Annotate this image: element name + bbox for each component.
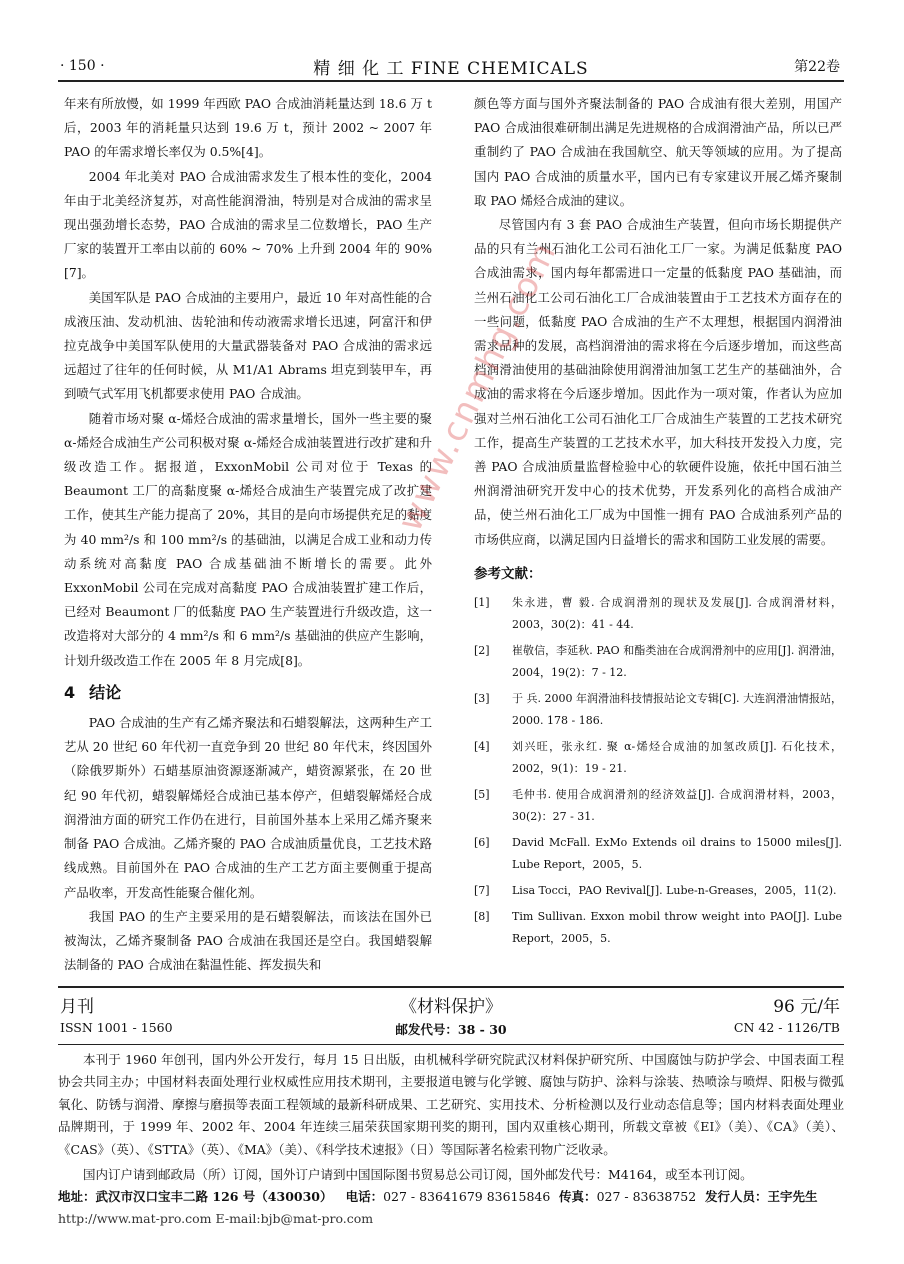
phone-label: 电话： — [345, 1189, 384, 1205]
reference-number: [8] — [474, 910, 490, 924]
reference-item — [474, 784, 842, 828]
paragraph: 我国 PAO 的生产主要采用的是石蜡裂解法，而该法在国外已被淘汰，乙烯齐聚制备 PAO 合成油在我国还是空白。我国蜡裂解法制备的 PAO 合成油在黏温性能、挥发损失和 — [64, 908, 432, 973]
left-column — [64, 92, 432, 977]
reference-item — [474, 736, 842, 780]
paragraph: 随着市场对聚 α-烯烃合成油的需求量增长，国外一些主要的聚 α-烯烃合成油生产公司积极对聚 α-烯烃合成油装置进行改扩建和升级改造工作。据报道，ExxonMobil 公司对位于 Texas 的 Beaumont 工厂的高黏度聚 α-烯烃合成油生产装置完成了改扩建工作，使其生产能力提高了 20%，其目的是向市场提供充足的黏度为 40 mm²/s 和 100 mm²/s 的基础油，以满足合成工业和动力传动系统对高黏度 PAO 合成基础油不断增长的需要。此外 ExxonMobil 公司在完成对高黏度 PAO 合成油装置扩建工作后，已经对 Beaumont 厂的低黏度 PAO 生产装置进行升级改造，这一改造将对大部分的 4 mm²/s 和 6 mm²/s 基础油的供应产生影响，计划升级改造工作在 2005 年 8 月完成[8]。 — [64, 410, 432, 668]
fax-value: 027 - 83638752 — [596, 1189, 697, 1205]
paragraph: PAO 合成油的生产有乙烯齐聚法和石蜡裂解法，这两种生产工艺从 20 世纪 60 年代初一直竞争到 20 世纪 80 年代末，终因国外（除俄罗斯外）石蜡基原油资源逐渐减产，蜡资源紧张，在 20 世纪 90 年代初，蜡裂解烯烃合成油已基本停产，但蜡裂解烯烃合成润滑油方面的研究工作仍在进行，目前国外基本上采用乙烯齐聚来制备 PAO 合成油。乙烯齐聚的 PAO 合成油质量优良，工艺技术路线成熟。目前国外在 PAO 合成油的生产工艺方面主要侧重于提高产品收率，开发高性能聚合催化剂。 — [64, 715, 432, 900]
section-heading — [64, 681, 432, 705]
right-column — [474, 92, 842, 954]
address-value: 武汉市汉口宝丰二路 126 号（430030） — [95, 1189, 333, 1205]
reference-text: 刘兴旺，张永红. 聚 α-烯烃合成油的加氢改质[J]. 石化技术，2002，9(1)：19 - 21. — [512, 740, 842, 776]
ad-postal-code: 邮发代号：38 - 30 — [395, 1022, 507, 1037]
ad-issn: ISSN 1001 - 1560 — [60, 1020, 173, 1035]
reference-number: [1] — [474, 596, 490, 610]
paragraph: 美国军队是 PAO 合成油的主要用户，最近 10 年对高性能的合成液压油、发动机油、齿轮油和传动液需求增长迅速，阿富汗和伊拉克战争中美国军队使用的大量武器装备对 PAO 合成油的需求远远超过了往年的任何时候，从 M1/A1 Abrams 坦克到装甲车，再到喷气式军用飞机都要求使用 PAO 合成油。 — [64, 289, 432, 402]
reference-number: [4] — [474, 740, 490, 754]
journal-title: 精 细 化 工 FINE CHEMICALS — [313, 59, 589, 79]
ad-frequency: 月刊 — [60, 997, 94, 1017]
address-label: 地址： — [58, 1189, 96, 1205]
reference-item — [474, 880, 842, 902]
reference-number: [3] — [474, 692, 490, 706]
reference-text: Lisa Tocci，PAO Revival[J]. Lube-n-Greases，2005，11(2). — [512, 884, 837, 898]
reference-number: [2] — [474, 644, 490, 658]
ad-web[interactable]: http://www.mat-pro.com E-mail:bjb@mat-pro.com — [58, 1211, 374, 1227]
journal-advertisement — [58, 986, 844, 1264]
ad-journal-name: 《材料保护》 — [400, 997, 502, 1017]
ad-order-info: 国内订户请到邮政局（所）订阅，国外订户请到中国国际图书贸易总公司订阅，国外邮发代号：M4164，或至本刊订阅。 — [83, 1167, 753, 1183]
page-number: · 150 · — [60, 58, 105, 74]
reference-item — [474, 640, 842, 684]
reference-item — [474, 906, 842, 950]
reference-text: 崔敬信，李延秋. PAO 和酯类油在合成润滑剂中的应用[J]. 润滑油，2004，19(2)：7 - 12. — [512, 644, 842, 680]
reference-item — [474, 592, 842, 636]
paragraph: 年来有所放慢，如 1999 年西欧 PAO 合成油消耗量达到 18.6 万 t 后，2003 年的消耗量只达到 19.6 万 t，预计 2002 ~ 2007 年 PAO 的年需求增长率仅为 0.5%[4]。 — [64, 96, 432, 160]
reference-item — [474, 688, 842, 732]
paragraph: 尽管国内有 3 套 PAO 合成油生产装置，但向市场长期提供产品的只有兰州石油化工公司石油化工厂一家。为满足低黏度 PAO 合成油需求，国内每年都需进口一定量的低黏度 PAO 基础油，而兰州石油化工公司石油化工厂合成油装置由于工艺技术方面存在的一些问题，低黏度 PAO 合成油的生产不太理想，根据国内润滑油需求品种的发展，高档润滑油的需求将在今后逐步增加，而这些高档润滑油使用的基础油除使用润滑油加氢工艺生产的基础油外，合成油的需求将在今后逐步增加。因此作为一项对策，作者认为应加强对兰州石油化工公司石油化工厂合成油生产装置的工艺技术研究工作，提高生产装置的工艺技术水平，加大科技开发投入力度，完善 PAO 合成油质量监督检验中心的软硬件设施，依托中国石油兰州润滑油研究开发中心的技术优势，开发系列化的高档合成油产品，使兰州石油化工厂成为中国惟一拥有 PAO 合成油系列产品的市场供应商，以满足国内日益增长的需求和国防工业发展的需要。 — [474, 217, 842, 547]
reference-number: [6] — [474, 836, 490, 850]
reference-item — [474, 832, 842, 876]
reference-text: 于 兵. 2000 年润滑油科技情报站论文专辑[C]. 大连润滑油情报站，2000. 178 - 186. — [512, 692, 842, 728]
phone-value: 027 - 83641679 83615846 — [383, 1189, 551, 1205]
reference-text: 毛仲书. 使用合成润滑剂的经济效益[J]. 合成润滑材料，2003，30(2)：27 - 31. — [512, 788, 842, 824]
fax-label: 传真： — [559, 1189, 597, 1205]
section-title: 结论 — [89, 682, 122, 702]
paragraph: 颜色等方面与国外齐聚法制备的 PAO 合成油有很大差别，用国产 PAO 合成油很难研制出满足先进规格的合成润滑油产品，所以已严重制约了 PAO 合成油在我国航空、航天等领域的应用。为了提高国内 PAO 合成油的质量水平，国内已有专家建议开展乙烯齐聚制取 PAO 烯烃合成油的建议。 — [474, 96, 842, 208]
publisher-value: 王宇先生 — [767, 1189, 818, 1205]
section-number: 4 — [64, 682, 76, 702]
volume-label: 第22卷 — [794, 59, 840, 75]
references-heading: 参考文献： — [474, 565, 542, 582]
watermark: www.cnmhg.com — [390, 235, 565, 538]
ad-description: 本刊于 1960 年创刊，国内外公开发行，每月 15 日出版，由机械科学研究院武汉材料保护研究所、中国腐蚀与防护学会、中国表面工程协会共同主办；中国材料表面处理行业权威性应用技术期刊，主要报道电镀与化学镀、腐蚀与防护、涂料与涂装、热喷涂与喷焊、阳极与微弧氧化、防锈与润滑、摩擦与磨损等表面工程领域的最新科研成果、工艺研究、实用技术、分析检测以及行业动态信息等；国内材料表面处理业品牌期刊，于 1999 年、2002 年、2004 年连续三届荣获国家期刊奖的期刊，国内双重核心期刊，所载文章被《EI》（美）、《CA》（美）、《CAS》（英）、《STTA》（英）、《MA》（美）、《科学技术速报》（日）等国际著名检索刊物广泛收录。 — [58, 1052, 844, 1157]
ad-cn-number: CN 42 - 1126/TB — [733, 1020, 840, 1035]
reference-number: [5] — [474, 788, 490, 802]
reference-list — [474, 592, 842, 950]
ad-price: 96 元/年 — [773, 997, 840, 1017]
page-header — [58, 50, 844, 82]
reference-text: Tim Sullivan. Exxon mobil throw weight into PAO[J]. Lube Report，2005，5. — [512, 910, 842, 946]
paragraph: 2004 年北美对 PAO 合成油需求发生了根本性的变化，2004 年由于北美经济复苏，对高性能润滑油，特别是对合成油的需求呈现出强劲增长态势，PAO 合成油的需求呈二位数增长，PAO 生产厂家的装置开工率由以前的 60% ~ 70% 上升到 2004 年的 90%[7]。 — [64, 168, 432, 281]
reference-number: [7] — [474, 884, 490, 898]
ad-contact — [58, 1186, 844, 1208]
reference-text: David McFall. ExMo Extends oil drains to 15000 miles[J]. Lube Report，2005，5. — [512, 836, 842, 872]
publisher-label: 发行人员： — [704, 1189, 768, 1205]
reference-text: 朱永进，曹 毅. 合成润滑剂的现状及发展[J]. 合成润滑材料，2003，30(2)：41 - 44. — [512, 596, 842, 632]
